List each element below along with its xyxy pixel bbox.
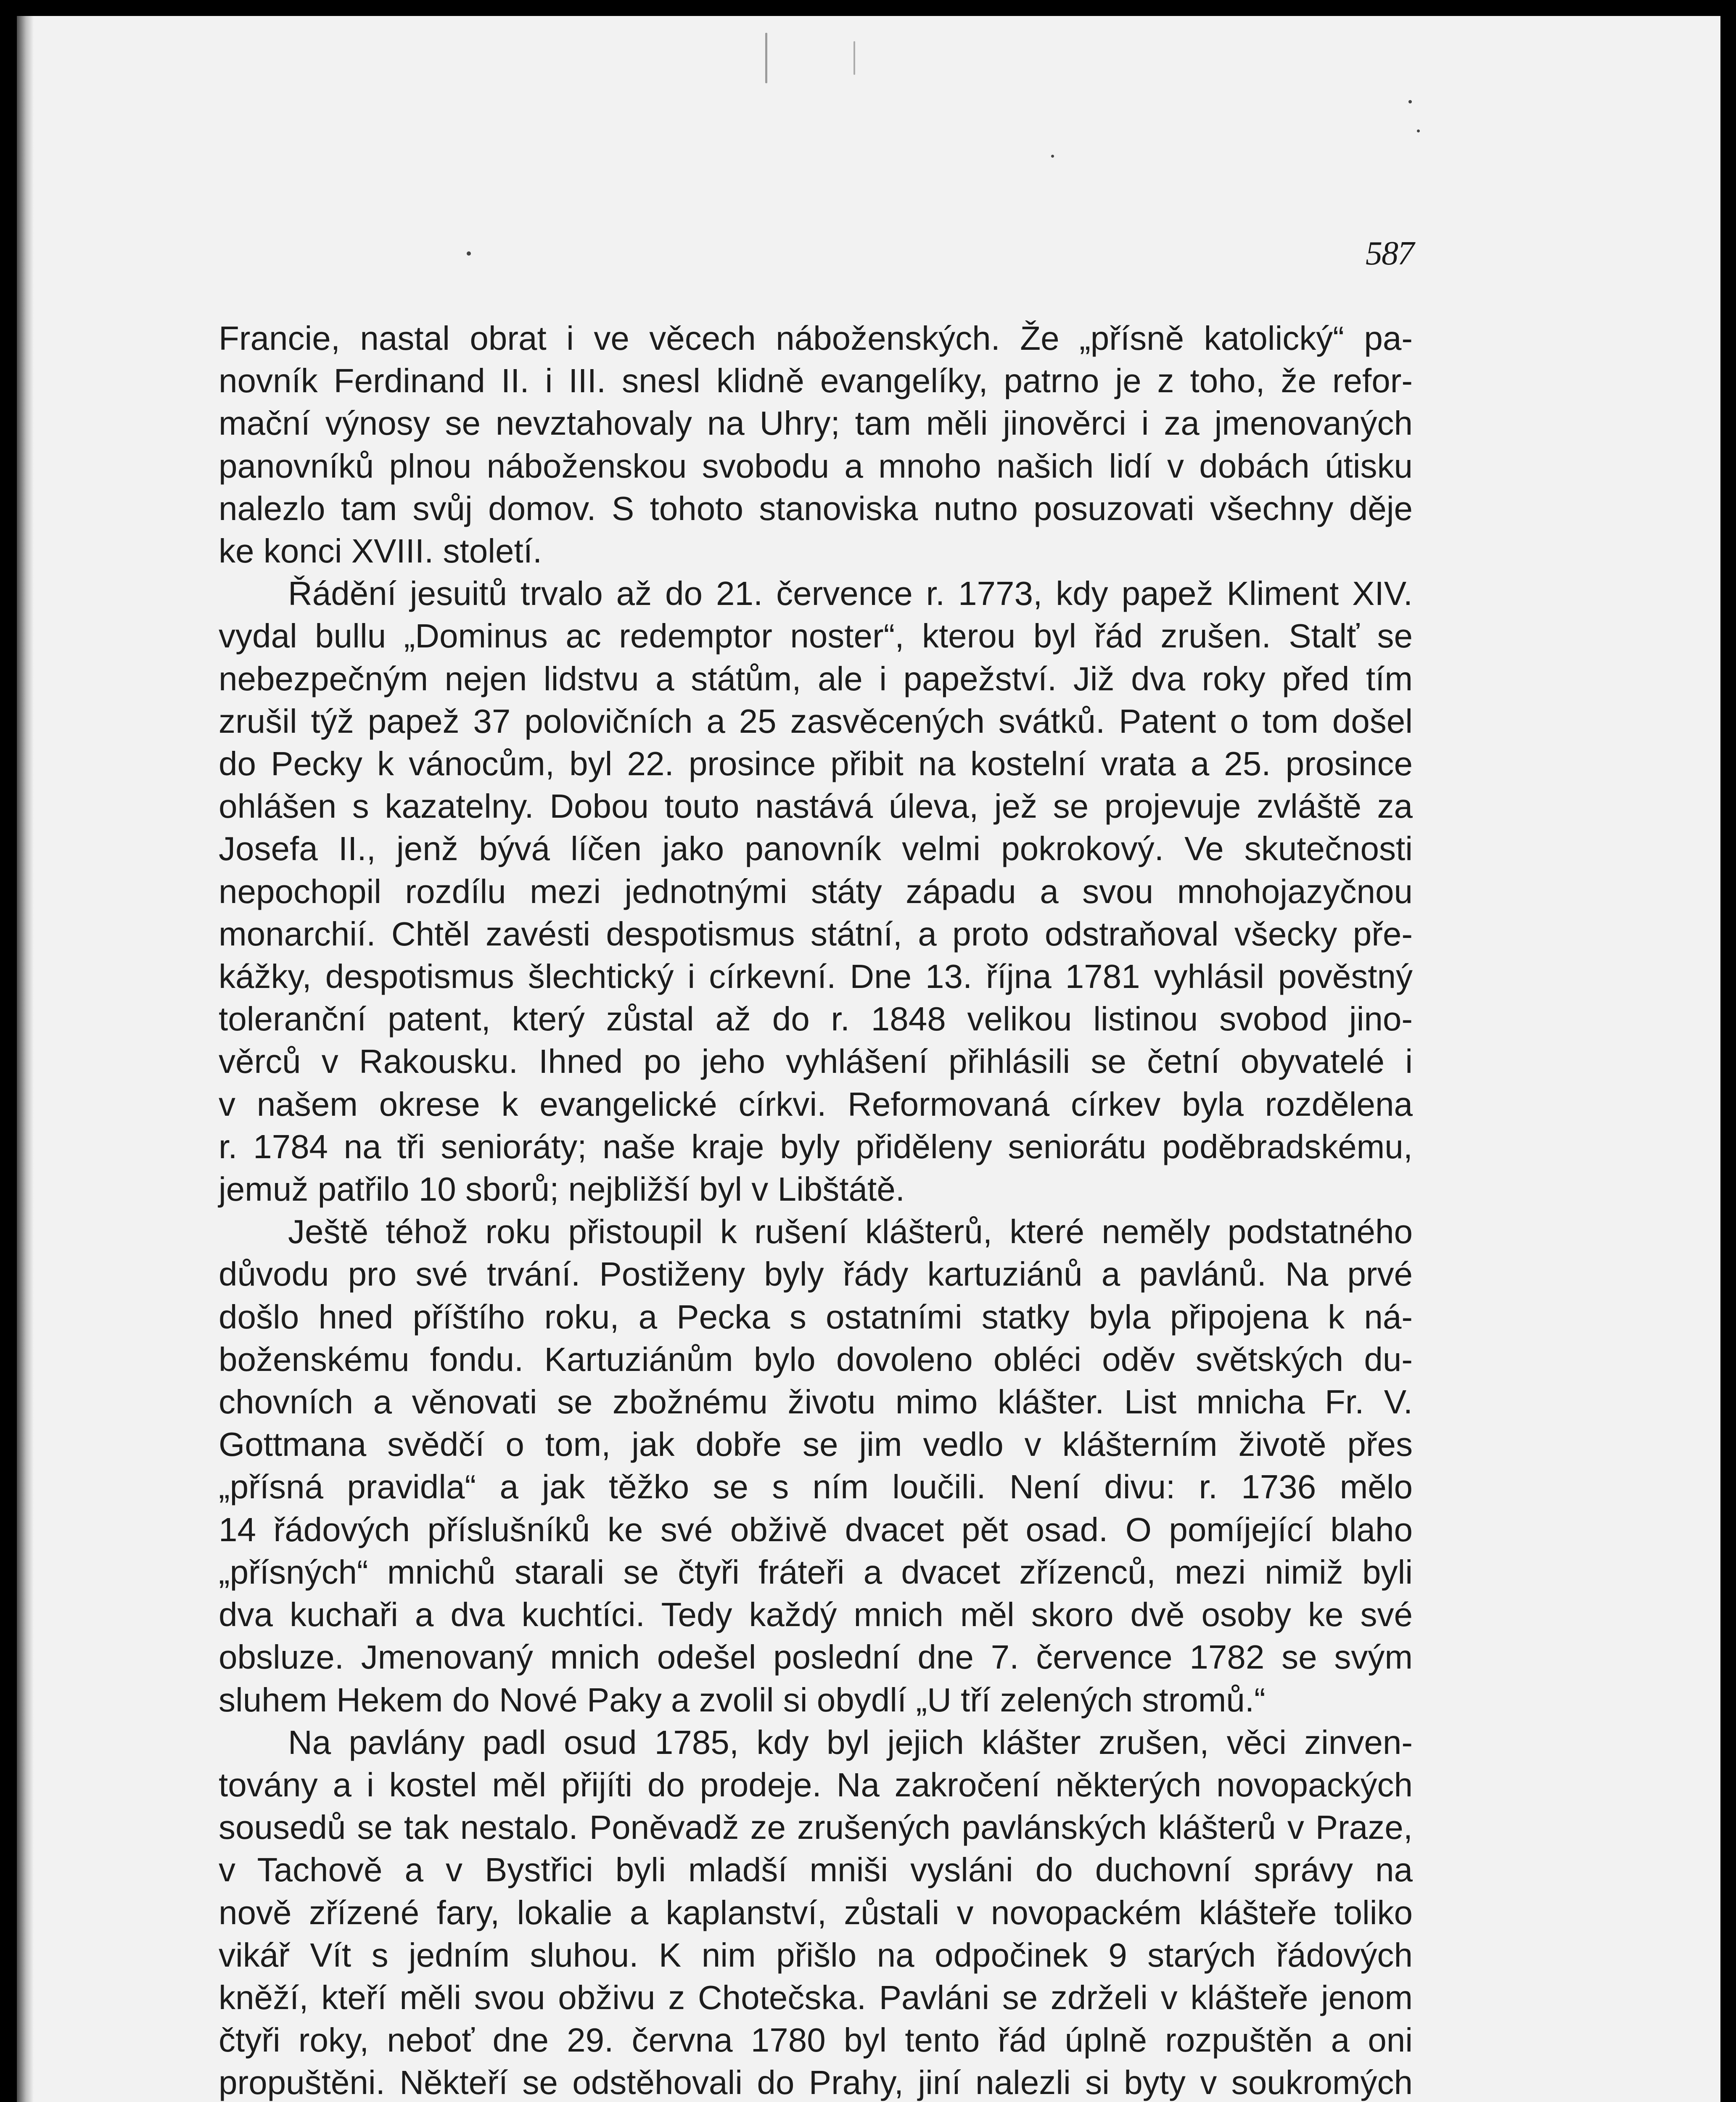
text-line: mační výnosy se nevztahovaly na Uhry; tam měli jinověrci i za jmenovaných: [219, 404, 1413, 442]
text-line: Ještě téhož roku přistoupil k rušení klášterů, které neměly podstatného: [288, 1213, 1413, 1251]
text-line: v našem okrese k evangelické církvi. Reformovaná církev byla rozdělena: [219, 1085, 1413, 1123]
text-line: do Pecky k vánocům, byl 22. prosince přibit na kostelní vrata a 25. prosince: [219, 745, 1413, 783]
text-line: ohlášen s kazatelny. Dobou touto nastává úleva, jež se projevuje zvláště za: [219, 787, 1413, 825]
page-number: 587: [1366, 235, 1414, 272]
text-line: zrušil týž papež 37 polovičních a 25 zasvěcených svátků. Patent o tom došel: [219, 702, 1413, 740]
text-line: kážky, despotismus šlechtický i církevní. Dne 13. října 1781 vyhlásil pověstný: [219, 958, 1413, 996]
text-line: toleranční patent, který zůstal až do r. 1848 velikou listinou svobod jino-: [219, 1000, 1413, 1038]
text-line: Francie, nastal obrat i ve věcech náboženských. Že „přísně katolický“ pa-: [219, 320, 1413, 357]
scan-speck: [765, 33, 767, 83]
paragraph: [219, 317, 1413, 572]
text-line: čtyři roky, neboť dne 29. června 1780 byl tento řád úplně rozpuštěn a oni: [219, 2021, 1413, 2059]
text-line: došlo hned příštího roku, a Pecka s ostatními statky byla připojena k ná-: [219, 1298, 1413, 1336]
text-line: r. 1784 na tři senioráty; naše kraje byly přiděleny seniorátu poděbradskému,: [219, 1128, 1413, 1165]
body-text: [219, 317, 1413, 2102]
text-line: vydal bullu „Dominus ac redemptor noster“, kterou byl řád zrušen. Stalť se: [219, 617, 1413, 655]
paragraph: [219, 572, 1413, 1210]
text-line: nebezpečným nejen lidstvu a státům, ale i papežství. Již dva roky před tím: [219, 660, 1413, 697]
text-line: Josefa II., jenž bývá líčen jako panovník velmi pokrokový. Ve skutečnosti: [219, 830, 1413, 868]
scan-speck: [1408, 100, 1412, 103]
text-line: v Tachově a v Bystřici byli mladší mniši vysláni do duchovní správy na: [219, 1851, 1413, 1889]
text-line: důvodu pro své trvání. Postiženy byly řády kartuziánů a pavlánů. Na prvé: [219, 1255, 1413, 1293]
text-line: chovních a věnovati se zbožnému životu mimo klášter. List mnicha Fr. V.: [219, 1383, 1413, 1421]
text-line: „přísných“ mnichů starali se čtyři fráteři a dvacet zřízenců, mezi nimiž byli: [219, 1553, 1413, 1591]
binding-shadow: [17, 16, 34, 2102]
paragraph: [219, 1210, 1413, 1721]
text-line: obsluze. Jmenovaný mnich odešel poslední dne 7. července 1782 se svým: [219, 1638, 1413, 1676]
text-line: dva kuchaři a dva kuchtíci. Tedy každý mnich měl skoro dvě osoby ke své: [219, 1596, 1413, 1634]
text-line: nalezlo tam svůj domov. S tohoto stanoviska nutno posuzovati všechny děje: [219, 489, 1413, 527]
text-line: 14 řádových příslušníků ke své obživě dvacet pět osad. O pomíjející blaho: [219, 1510, 1413, 1548]
text-line: „přísná pravidla“ a jak těžko se s ním loučili. Není divu: r. 1736 mělo: [219, 1468, 1413, 1506]
text-line: boženskému fondu. Kartuziánům bylo dovoleno obléci oděv světských du-: [219, 1340, 1413, 1378]
text-line: nepochopil rozdílu mezi jednotnými státy západu a svou mnohojazyčnou: [219, 872, 1413, 910]
text-line: sluhem Hekem do Nové Paky a zvolil si obydlí „U tří zelených stromů.“: [219, 1681, 1266, 1719]
text-line: novník Ferdinand II. i III. snesl klidně evangelíky, patrno je z toho, že refor-: [219, 362, 1413, 400]
text-line: věrců v Rakousku. Ihned po jeho vyhlášení přihlásili se četní obyvatelé i: [219, 1043, 1413, 1080]
text-line: kněží, kteří měli svou obživu z Chotečska. Pavláni se zdrželi v klášteře jenom: [219, 1978, 1413, 2016]
text-line: sousedů se tak nestalo. Poněvadž ze zrušených pavlánských klášterů v Praze,: [219, 1809, 1413, 1846]
text-line: Gottmana svědčí o tom, jak dobře se jim vedlo v klášterním životě přes: [219, 1426, 1413, 1463]
scan-speck: [1417, 129, 1420, 132]
text-line: nově zřízené fary, lokalie a kaplanství, zůstali v novopackém klášteře toliko: [219, 1893, 1413, 1931]
paragraph: [219, 1721, 1413, 2102]
scan-speck: [853, 41, 855, 75]
text-line: panovníků plnou náboženskou svobodu a mnoho našich lidí v dobách útisku: [219, 447, 1413, 485]
text-line: monarchií. Chtěl zavésti despotismus státní, a proto odstraňoval všecky pře-: [219, 915, 1413, 953]
text-line: jemuž patřilo 10 sborů; nejbližší byl v Libštátě.: [219, 1170, 905, 1208]
scanned-page: [17, 16, 1720, 2102]
text-line: Na pavlány padl osud 1785, kdy byl jejich klášter zrušen, věci zinven-: [288, 1723, 1413, 1761]
text-line: vikář Vít s jedním sluhou. K nim přišlo na odpočinek 9 starých řádových: [219, 1936, 1413, 1974]
text-line: továny a i kostel měl přijíti do prodeje. Na zakročení některých novopackých: [219, 1766, 1413, 1804]
text-line: Řádění jesuitů trvalo až do 21. července r. 1773, kdy papež Kliment XIV.: [288, 575, 1413, 613]
scan-speck: [1051, 155, 1054, 158]
text-line: ke konci XVIII. století.: [219, 532, 542, 570]
scan-speck: [467, 251, 471, 256]
text-line: propuštěni. Někteří se odstěhovali do Prahy, jiní nalezli si byty v soukromých: [219, 2064, 1413, 2102]
